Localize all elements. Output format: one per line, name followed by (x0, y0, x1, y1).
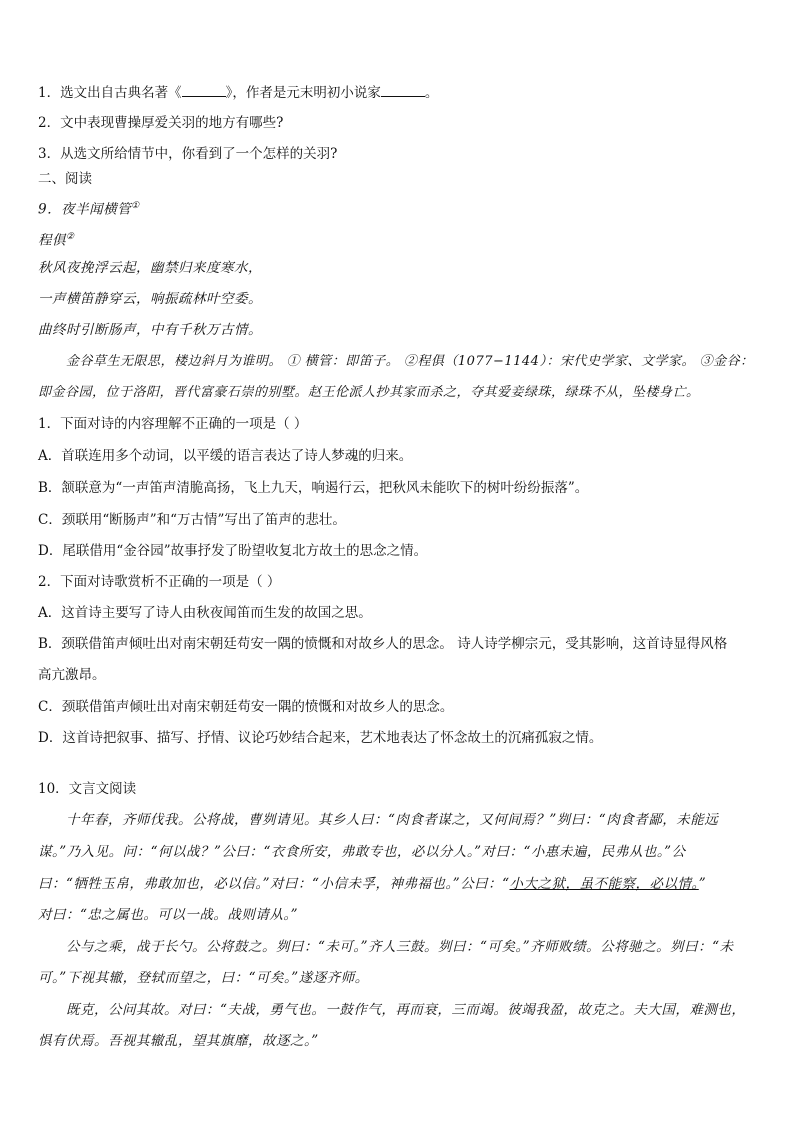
question-2: 2．文中表现曹操厚爱关羽的地方有哪些? (38, 115, 284, 131)
poem-title-note-mark: ① (131, 201, 140, 211)
classical-text-p1-line-2: 谋。”乃入见。问：“何以战？”公曰：“衣食所安，弗敢专也，必以分人。”对曰：“小惠未遍，民弗从也。”公 (38, 844, 686, 860)
underlined-sentence: 小大之狱，虽不能察，必以情。 (509, 876, 699, 892)
poem-line-3: 曲终时引断肠声，中有千秋万古情。 (38, 322, 262, 338)
subquestion-1-option-a[interactable]: A．首联连用多个动词，以平缓的语言表达了诗人梦魂的归来。 (38, 448, 413, 464)
subquestion-2-option-c[interactable]: C．颈联借笛声倾吐出对南宋朝廷苟安一隅的愤慨和对故乡人的思念。 (38, 699, 454, 715)
subquestion-1-option-c[interactable]: C．颈联用“断肠声”和“万古情”写出了笛声的悲壮。 (38, 512, 346, 528)
poem-title-text: 9．夜半闻横管 (38, 201, 132, 218)
poem-notes-continued: 即金谷园，位于洛阳，晋代富豪石崇的别墅。赵王伦派人抄其家而杀之，夺其爱妾绿珠，绿珠不从，坠楼身亡。 (38, 385, 700, 400)
subquestion-2-option-d[interactable]: D．这首诗把叙事、描写、抒情、议论巧妙结合起来，艺术地表达了怀念故土的沉痛孤寂之情。 (38, 730, 603, 746)
classical-text-p1-line-3 (38, 874, 764, 894)
question-1-text-b: 》，作者是元末明初小说家 (225, 85, 381, 101)
poem-author-text: 程俱 (38, 232, 66, 249)
classical-text-p3-line-1: 既克，公问其故。对曰：“夫战，勇气也。一鼓作气，再而衰，三而竭。彼竭我盈，故克之。夫大国，难测也， (66, 1002, 746, 1018)
poem-line-4-with-notes: 金谷草生无限思，楼边斜月为谁明。 ① 横管：即笛子。 ②程俱（1077−1144）：宋代史学家、文学家。 ③金谷： (66, 354, 754, 369)
classical-text-p1-line-1: 十年春，齐师伐我。公将战，曹刿请见。其乡人曰：“肉食者谋之，又何间焉？”刿曰：“肉食者鄙，未能远 (66, 812, 719, 828)
question-1-text-a: 1．选文出自古典名著《 (38, 85, 182, 101)
subquestion-1: 1．下面对诗的内容理解不正确的一项是（ ） (38, 416, 308, 432)
classical-text-p1-line-3-b: ” (698, 876, 707, 892)
book-title-blank[interactable] (182, 82, 226, 97)
question-3: 3．从选文所给情节中，你看到了一个怎样的关羽? (38, 146, 338, 162)
subquestion-1-option-d[interactable]: D．尾联借用“金谷园”故事抒发了盼望收复北方故土的思念之情。 (38, 543, 428, 559)
poem-line-1: 秋风夜挽浮云起，幽禁归来度寒水， (38, 260, 262, 276)
subquestion-2-option-b[interactable]: B．颈联借笛声倾吐出对南宋朝廷苟安一隅的愤慨和对故乡人的思念。 诗人诗学柳宗元，受其影响，这首诗显得风格 (38, 636, 728, 652)
question-10-title: 10．文言文阅读 (38, 781, 137, 797)
section-heading-reading: 二、阅读 (38, 171, 92, 187)
poem-line-2: 一声横笛静穿云，响振疏林叶空委。 (38, 291, 262, 307)
classical-text-p2-line-2: 可。”下视其辙，登轼而望之，曰：“可矣。”遂逐齐师。 (38, 970, 369, 986)
classical-text-p1-line-4: 对曰：“忠之属也。可以一战。战则请从。” (38, 907, 299, 923)
subquestion-2-option-a[interactable]: A．这首诗主要写了诗人由秋夜闻笛而生发的故国之思。 (38, 605, 372, 621)
poem-author (38, 227, 764, 251)
subquestion-1-option-b[interactable]: B．颔联意为“一声笛声清脆高扬，飞上九天，响遏行云，把秋风未能吹下的树叶纷纷振落”。 (38, 480, 589, 496)
classical-text-p3-line-2: 惧有伏焉。吾视其辙乱，望其旗靡，故逐之。” (38, 1033, 319, 1049)
question-1 (38, 82, 764, 103)
classical-text-p1-line-3-a: 曰：“牺牲玉帛，弗敢加也，必以信。”对曰：“小信未孚，神弗福也。”公曰：“ (38, 876, 510, 892)
subquestion-2-option-b-continued: 高亢激昂。 (38, 667, 106, 683)
poem-author-note-mark: ② (66, 232, 75, 242)
question-1-text-c: 。 (424, 85, 439, 101)
author-blank[interactable] (381, 82, 425, 97)
subquestion-2: 2．下面对诗歌赏析不正确的一项是（ ） (38, 574, 281, 590)
classical-text-p2-line-1: 公与之乘，战于长勺。公将鼓之。刿曰：“未可。”齐人三鼓。刿曰：“可矣。”齐师败绩。公将驰之。刿曰：“未 (66, 939, 734, 955)
poem-title (38, 196, 764, 220)
